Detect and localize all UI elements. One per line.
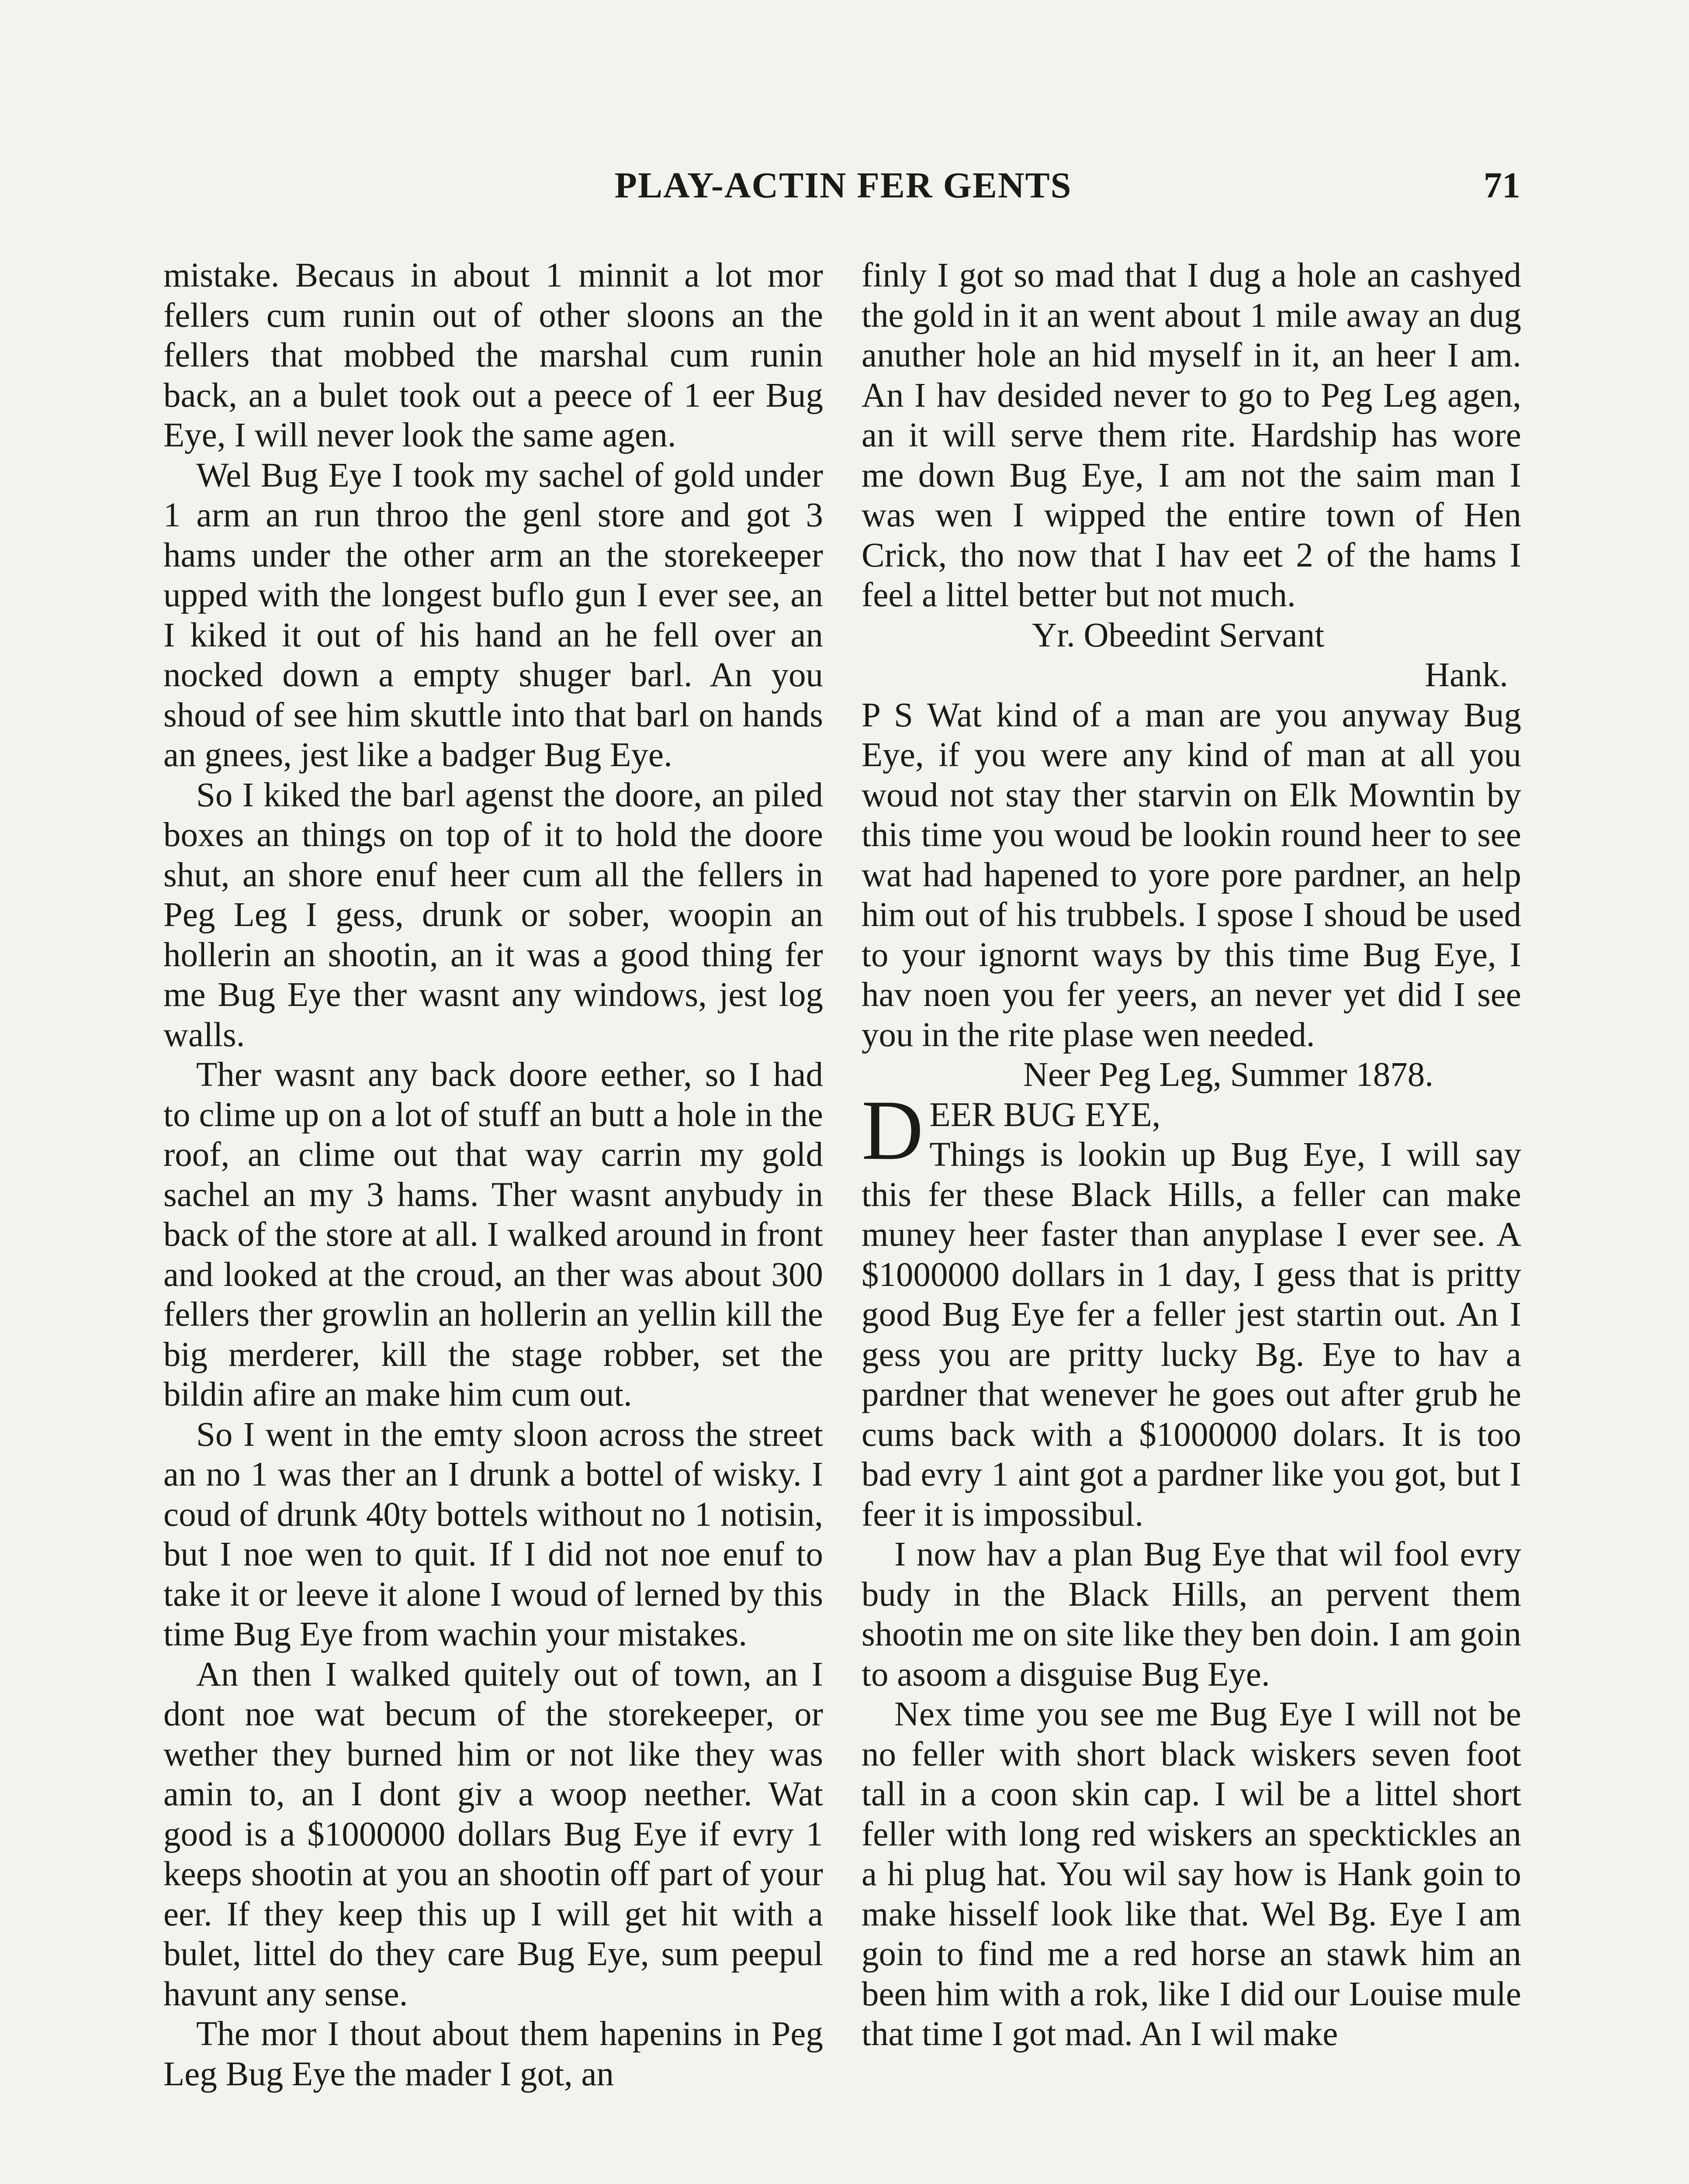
running-title: PLAY-ACTIN FER GENTS [614,165,1072,206]
paragraph: So I kiked the barl agenst the doore, an piled boxes an things on top of it to hold the doore shut, an shore enuf heer cum all the fellers in Peg Leg I gess, drunk or sober, woopin an hollerin an shootin, an it was a good thing fer me Bug Eye ther wasnt any windows, jest log walls. [163,776,823,1054]
letter-signature: Hank. [1425,656,1508,694]
paragraph: Nex time you see me Bug Eye I will not be no feller with short black wiskers seven foot tall in a coon skin cap. I wil be a littel short feller with long red wiskers an specktickles an a hi plug hat. You wil say how is Hank goin to make hisself look like that. Wel Bg. Eye I am goin to find me a red horse an stawk him an been him with a rok, like I did our Louise mule that time I got mad. An I wil make [862,1695,1521,2053]
page-number: 71 [1484,165,1520,206]
paragraph: Wel Bug Eye I took my sachel of gold under 1 arm an run throo the genl store and got 3 hams under the other arm an the storekeeper upped with the longest buflo gun I ever see, an I kiked it out of his hand an he fell over an nocked down a empty shuger barl. An you shoud of see him skuttle into that barl on hands an gnees, jest like a badger Bug Eye. [163,456,823,774]
letter-opening [862,1082,1521,1535]
drop-cap: D [862,1082,924,1178]
paragraph: I now hav a plan Bug Eye that wil fool evry budy in the Black Hills, an pervent them shootin me on site like they ben doin. I am goin to asoom a disguise Bug Eye. [862,1535,1521,1693]
letter-salutation: EER BUG EYE, [929,1095,1161,1134]
postscript: P S Wat kind of a man are you anyway Bug Eye, if you were any kind of man at all you woud not stay ther starvin on Elk Mowntin by this time you woud be lookin round heer to see wat had hapened to yore pore pardner, an help him out of his trubbels. I spose I shoud be used to your ignornt ways by this time Bug Eye, I hav noen you fer yeers, an never yet did I see you in the rite plase wen needed. [862,696,1521,1054]
letter-closing: Yr. Obeedint Servant [1032,616,1325,654]
right-column [862,256,1521,2054]
paragraph: Ther wasnt any back doore eether, so I had to clime up on a lot of stuff an butt a hole in the roof, an clime out that way carrin my gold sachel an my 3 hams. Ther wasnt anybudy in back of the store at all. I walked around in front and looked at the croud, an ther was about 300 fellers ther growlin an hollerin an yellin kill the big merderer, kill the stage robber, set the bildin afire an make him cum out. [163,1056,823,1413]
paragraph: So I went in the emty sloon across the street an no 1 was ther an I drunk a bottel of wisky. I coud of drunk 40ty bottels without no 1 notisin, but I noe wen to quit. If I did not noe enuf to take it or leeve it alone I woud of lerned by this time Bug Eye from wachin your mistakes. [163,1415,823,1653]
paragraph: finly I got so mad that I dug a hole an cashyed the gold in it an went about 1 mile away an dug anuther hole an hid myself in it, an heer I am. An I hav desided never to go to Peg Leg agen, an it will serve them rite. Hardship has wore me down Bug Eye, I am not the saim man I was wen I wipped the entire town of Hen Crick, tho now that I hav eet 2 of the hams I feel a littel better but not much. [862,256,1521,614]
paragraph: Things is lookin up Bug Eye, I will say this fer these Black Hills, a feller can make muney heer faster than anyplase I ever see. A $1000000 dollars in 1 day, I gess that is pritty good Bug Eye fer a feller jest startin out. An I gess you are pritty lucky Bg. Eye to hav a pardner that wenever he goes out after grub he cums back with a $1000000 dolars. It is too bad evry 1 aint got a pardner like you got, but I feer it is impossibul. [862,1136,1521,1534]
left-column [163,256,823,2094]
paragraph: The mor I thout about them hapenins in Peg Leg Bug Eye the mader I got, an [163,2015,823,2093]
paragraph: An then I walked quitely out of town, an I dont noe wat becum of the storekeeper, or wether they burned him or not like they was amin to, an I dont giv a woop neether. Wat good is a $1000000 dollars Bug Eye if evry 1 keeps shootin at you an shootin off part of your eer. If they keep this up I will get hit with a bulet, littel do they care Bug Eye, sum peepul havunt any sense. [163,1655,823,2013]
letter-dateline: Neer Peg Leg, Summer 1878. [1023,1056,1434,1094]
page-header [166,164,1520,204]
paragraph: mistake. Becaus in about 1 minnit a lot mor fellers cum runin out of other sloons an the fellers that mobbed the marshal cum runin back, an a bulet took out a peece of 1 eer Bug Eye, I will never look the same agen. [163,256,823,454]
